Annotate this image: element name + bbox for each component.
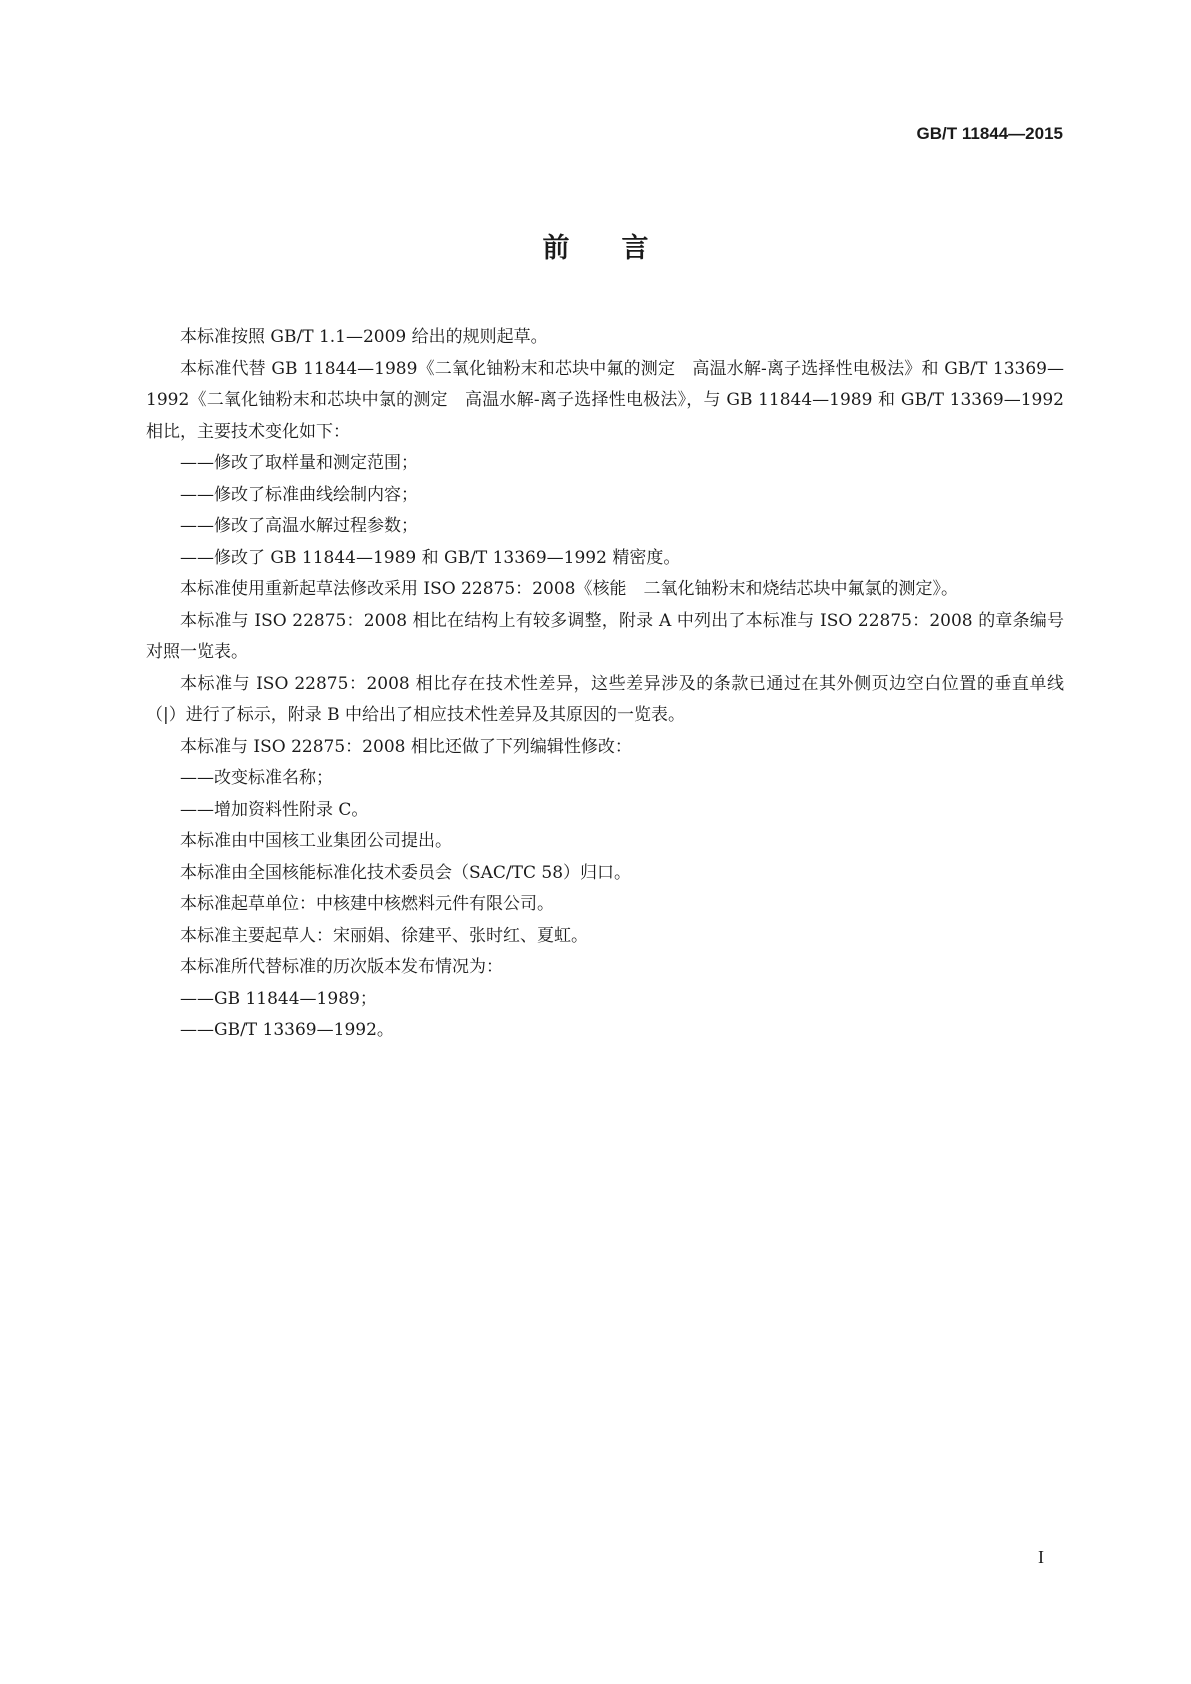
paragraph: 本标准由全国核能标准化技术委员会（SAC/TC 58）归口。: [180, 862, 632, 883]
paragraph: 本标准使用重新起草法修改采用 ISO 22875：2008《核能 二氧化铀粉末和烧结芯块中氟氯的测定》。: [180, 579, 958, 599]
paragraph: 本标准所代替标准的历次版本发布情况为：: [180, 957, 503, 977]
list-item: ——修改了 GB 11844—1989 和 GB/T 13369—1992 精密度。: [180, 547, 681, 568]
paragraph: 本标准主要起草人：宋丽娟、徐建平、张时红、夏虹。: [180, 925, 588, 946]
paragraph: 本标准与 ISO 22875：2008 相比还做了下列编辑性修改：: [180, 736, 632, 757]
paragraph: 本标准与 ISO 22875：2008 相比在结构上有较多调整，附录 A 中列出了本标准与 ISO 22875：2008 的章条编号对照一览表。: [146, 610, 1064, 662]
paragraph: 本标准由中国核工业集团公司提出。: [180, 831, 452, 851]
page-number: I: [1038, 1547, 1044, 1567]
list-item: ——增加资料性附录 C。: [180, 799, 369, 820]
list-item: ——GB 11844—1989；: [180, 988, 377, 1009]
paragraph: 本标准起草单位：中核建中核燃料元件有限公司。: [180, 894, 554, 914]
list-item: ——修改了取样量和测定范围；: [180, 453, 418, 473]
list-item: ——修改了标准曲线绘制内容；: [180, 484, 418, 505]
page-title: 前言: [542, 233, 701, 264]
standard-number: GB/T 11844—2015: [916, 124, 1063, 143]
list-item: ——GB/T 13369—1992。: [180, 1020, 394, 1040]
foreword-body: [146, 322, 1064, 1047]
list-item: ——改变标准名称；: [180, 768, 333, 788]
list-item: ——修改了高温水解过程参数；: [180, 516, 418, 536]
paragraph: 本标准代替 GB 11844—1989《二氧化铀粉末和芯块中氟的测定 高温水解-离子选择性电极法》和 GB/T 13369—1992《二氧化铀粉末和芯块中氯的测定 高温水解-离子选择性电极法》，与 GB 11844—1989 和 GB/T 13369—1992 相比，主要技术变化如下：: [146, 358, 1064, 442]
paragraph: 本标准按照 GB/T 1.1—2009 给出的规则起草。: [180, 327, 548, 347]
paragraph: 本标准与 ISO 22875：2008 相比存在技术性差异，这些差异涉及的条款已通过在其外侧页边空白位置的垂直单线（|）进行了标示，附录 B 中给出了相应技术性差异及其原因的一览表。: [146, 673, 1064, 725]
